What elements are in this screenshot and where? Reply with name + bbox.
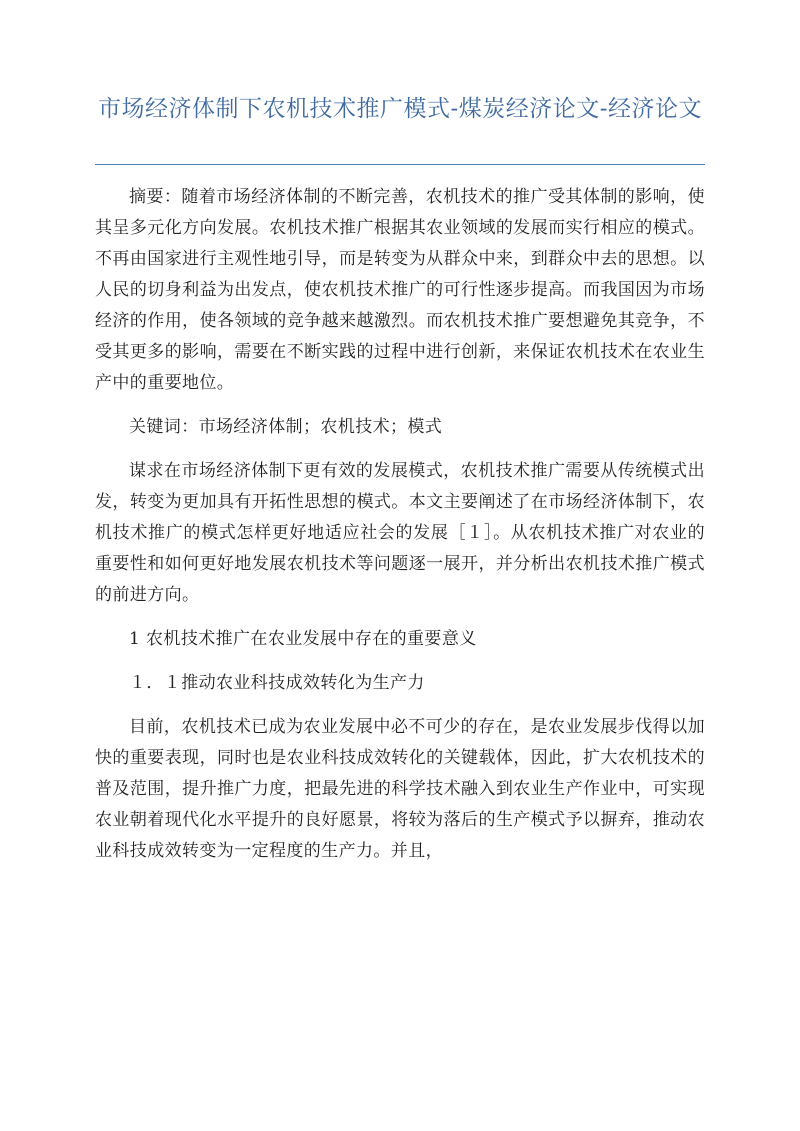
title-divider [95, 164, 705, 165]
document-body [95, 182, 705, 867]
section-heading: 1 农机技术推广在农业发展中存在的重要意义 [129, 629, 477, 649]
paragraph-spacer [95, 443, 705, 456]
document-title: 市场经济体制下农机技术推广模式-煤炭经济论文-经济论文 [97, 96, 703, 122]
paragraph-spacer [95, 655, 705, 668]
paragraph-spacer [95, 699, 705, 712]
paragraph-spacer [95, 611, 705, 624]
abstract-paragraph: 摘要：随着市场经济体制的不断完善，农机技术的推广受其体制的影响，使其呈多元化方向发展。农机技术推广根据其农业领域的发展而实行相应的模式。不再由国家进行主观性地引导，而是转变为从群众中来，到群众中去的思想。以人民的切身利益为出发点，使农机技术推广的可行性逐步提高。而我国因为市场经济的作用，使各领域的竞争越来越激烈。而农机技术推广要想避免其竞争，不受其更多的影响，需要在不断实践的过程中进行创新，来保证农机技术在农业生产中的重要地位。 [95, 187, 705, 393]
subsection-body-paragraph: 目前，农机技术已成为农业发展中必不可少的存在，是农业发展步伐得以加快的重要表现，同时也是农业科技成效转化的关键载体，因此，扩大农机技术的普及范围，提升推广力度，把最先进的科学技术融入到农业生产作业中，可实现农业朝着现代化水平提升的良好愿景，将较为落后的生产模式予以摒弃，推动农业科技成效转变为一定程度的生产力。并且， [95, 717, 705, 861]
paragraph-spacer [95, 399, 705, 412]
keywords-paragraph: 关键词：市场经济体制；农机技术；模式 [129, 417, 443, 437]
subsection-heading: １．１推动农业科技成效转化为生产力 [129, 673, 425, 693]
intro-paragraph: 谋求在市场经济体制下更有效的发展模式，农机技术推广需要从传统模式出发，转变为更加具有开拓性思想的模式。本文主要阐述了在市场经济体制下，农机技术推广的模式怎样更好地适应社会的发展［１］。从农机技术推广对农业的重要性和如何更好地发展农机技术等问题逐一展开，并分析出农机技术推广模式的前进方向。 [95, 461, 705, 605]
